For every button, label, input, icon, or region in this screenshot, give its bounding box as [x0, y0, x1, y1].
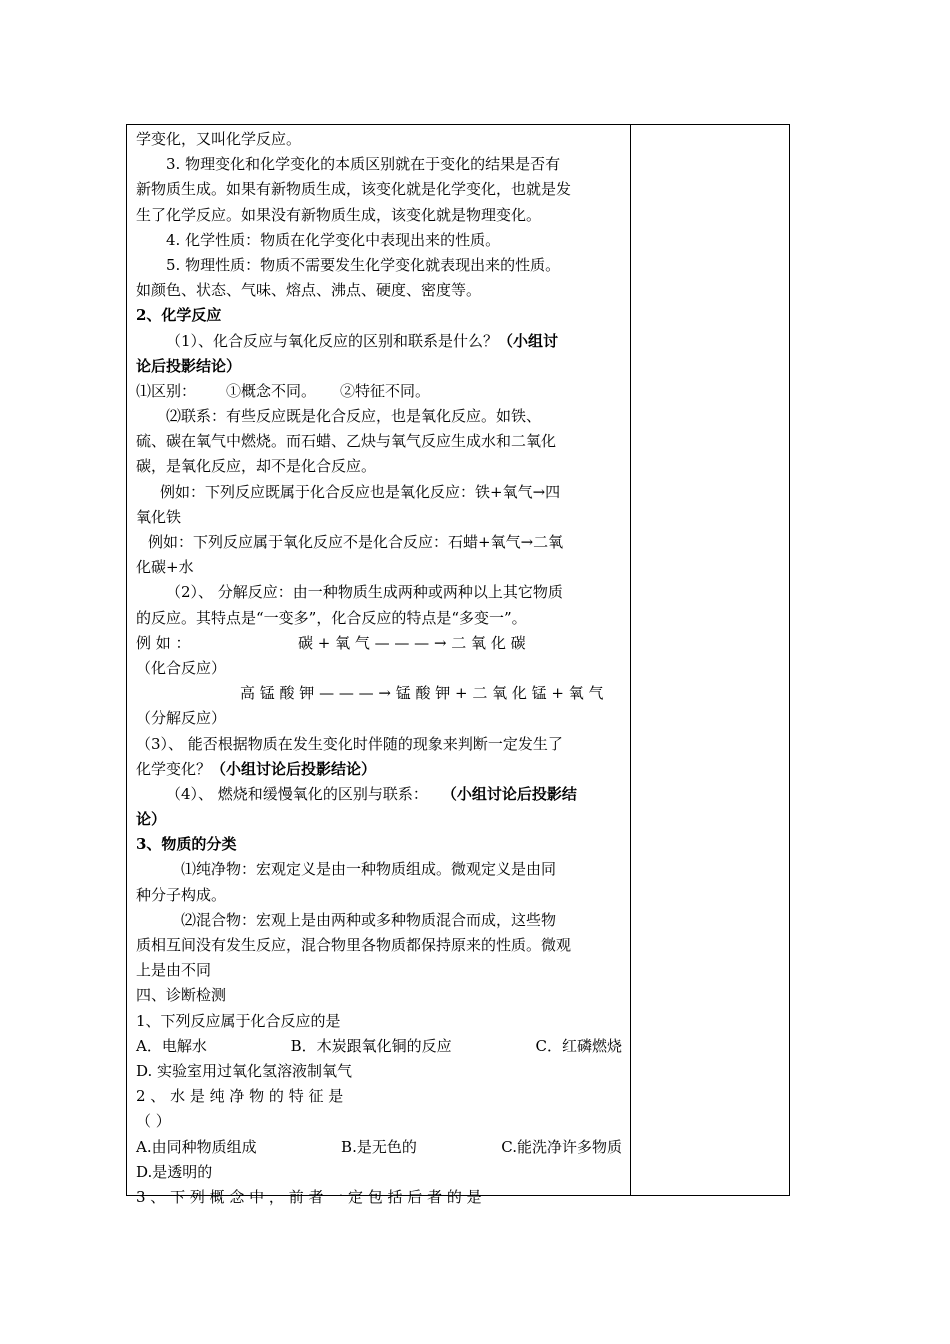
- discussion-note: （小组讨论后投影结论）: [211, 759, 377, 778]
- text-line: （2）、 分解反应：由一种物质生成两种或两种以上其它物质: [166, 583, 563, 602]
- equation-combination: 碳 + 氧 气 — — — → 二 氧 化 碳: [298, 633, 526, 652]
- text-line: 新物质生成。如果有新物质生成，该变化就是化学变化，也就是发: [136, 180, 572, 199]
- text-line: 3. 物理变化和化学变化的本质区别就在于变化的结果是否有: [166, 155, 561, 174]
- text-line: 5. 物理性质：物质不需要发生化学变化就表现出来的性质。: [166, 255, 561, 274]
- answer-blank: （ ）: [136, 1112, 171, 1131]
- question-text: 化学变化？: [136, 759, 212, 778]
- answer-options: [136, 1034, 622, 1059]
- text-line: 质相互间没有发生反应，混合物里各物质都保持原来的性质。微观: [136, 936, 572, 954]
- difference-label: ⑴区别：: [136, 381, 197, 400]
- example-label: 例 如 ：: [136, 633, 191, 652]
- text-line: 的反应。其特点是“一变多”，化合反应的特点是“多变一”。: [136, 608, 527, 627]
- text-line: 学变化，又叫化学反应。: [136, 130, 302, 148]
- option-c: C.能洗净许多物质: [501, 1137, 622, 1156]
- discussion-note: （小组讨: [498, 331, 559, 350]
- text-line: 化碳+水: [136, 558, 194, 577]
- option-c: C．红磷燃烧: [535, 1036, 622, 1055]
- discussion-note: 论后投影结论）: [136, 356, 242, 375]
- lesson-table: [126, 124, 790, 1206]
- question-text: 1、下列反应属于化合反应的是: [136, 1011, 341, 1030]
- text-line: 例如：下列反应属于氧化反应不是化合反应：石蜡+氧气→二氧: [148, 533, 564, 551]
- text-line: ⑵联系：有些反应既是化合反应，也是氧化反应。如铁、: [166, 407, 542, 426]
- text-line: 生了化学反应。如果没有新物质生成，该变化就是物理变化。: [136, 205, 542, 224]
- option-a: A.由同种物质组成: [136, 1137, 257, 1156]
- text-line: 4. 化学性质：物质在化学变化中表现出来的性质。: [166, 230, 501, 249]
- text-line: [136, 631, 622, 656]
- option-d: D.是透明的: [136, 1162, 213, 1181]
- text-line: [136, 329, 622, 354]
- question-text: 3 、 下 列 概 念 中 ， 前 者 一 定 包 括 后 者 的 是: [136, 1187, 482, 1206]
- option-a: A．电解水: [136, 1036, 207, 1055]
- discussion-note: 论）: [136, 810, 167, 829]
- option-d: D. 实验室用过氧化氢溶液制氧气: [136, 1061, 353, 1080]
- text-line: （化合反应）: [136, 658, 227, 677]
- lesson-content-column: [136, 127, 622, 1210]
- text-line: （分解反应）: [136, 709, 227, 728]
- text-line: 碳，是氧化反应，却不是化合反应。: [136, 457, 377, 476]
- text-line: 如颜色、状态、气味、熔点、沸点、硬度、密度等。: [136, 281, 482, 300]
- difference-item: ①概念不同。: [226, 381, 317, 400]
- option-b: B.是无色的: [341, 1137, 417, 1156]
- text-line: [136, 379, 622, 404]
- discussion-note: （小组讨论后投影结: [441, 784, 577, 803]
- text-line: ⑴纯净物：宏观定义是由一种物质组成。微观定义是由同: [181, 860, 557, 879]
- question-text: 2 、 水 是 纯 净 物 的 特 征 是: [136, 1087, 344, 1106]
- text-line: [136, 782, 622, 807]
- text-line: （3）、 能否根据物质在发生变化时伴随的现象来判断一定发生了: [136, 734, 563, 753]
- question-text: （1）、化合反应与氧化反应的区别和联系是什么？: [166, 331, 499, 350]
- text-line: 氧化铁: [136, 507, 182, 526]
- text-line: 上是由不同: [136, 961, 212, 980]
- text-line: ⑵混合物：宏观上是由两种或多种物质混合而成，这些物: [181, 910, 557, 929]
- difference-item: ②特征不同。: [340, 381, 431, 400]
- section-heading: 2、化学反应: [136, 306, 222, 325]
- text-line: 硫、碳在氧气中燃烧。而石蜡、乙炔与氧气反应生成水和二氧化: [136, 432, 557, 451]
- equation-decomposition: 高 锰 酸 钾 — — — → 锰 酸 钾 + 二 氧 化 锰 + 氧 气: [240, 684, 604, 703]
- answer-options: [136, 1135, 622, 1160]
- option-b: B．木炭跟氧化铜的反应: [290, 1036, 452, 1055]
- column-divider: [630, 125, 631, 1195]
- section-heading: 3、物质的分类: [136, 835, 237, 854]
- section-heading: 四、诊断检测: [136, 986, 227, 1005]
- text-line: [136, 757, 622, 782]
- question-text: （4）、 燃烧和缓慢氧化的区别与联系：: [166, 784, 428, 803]
- text-line: 种分子构成。: [136, 885, 227, 904]
- text-line: 例如：下列反应既属于化合反应也是氧化反应：铁+氧气→四: [160, 482, 561, 501]
